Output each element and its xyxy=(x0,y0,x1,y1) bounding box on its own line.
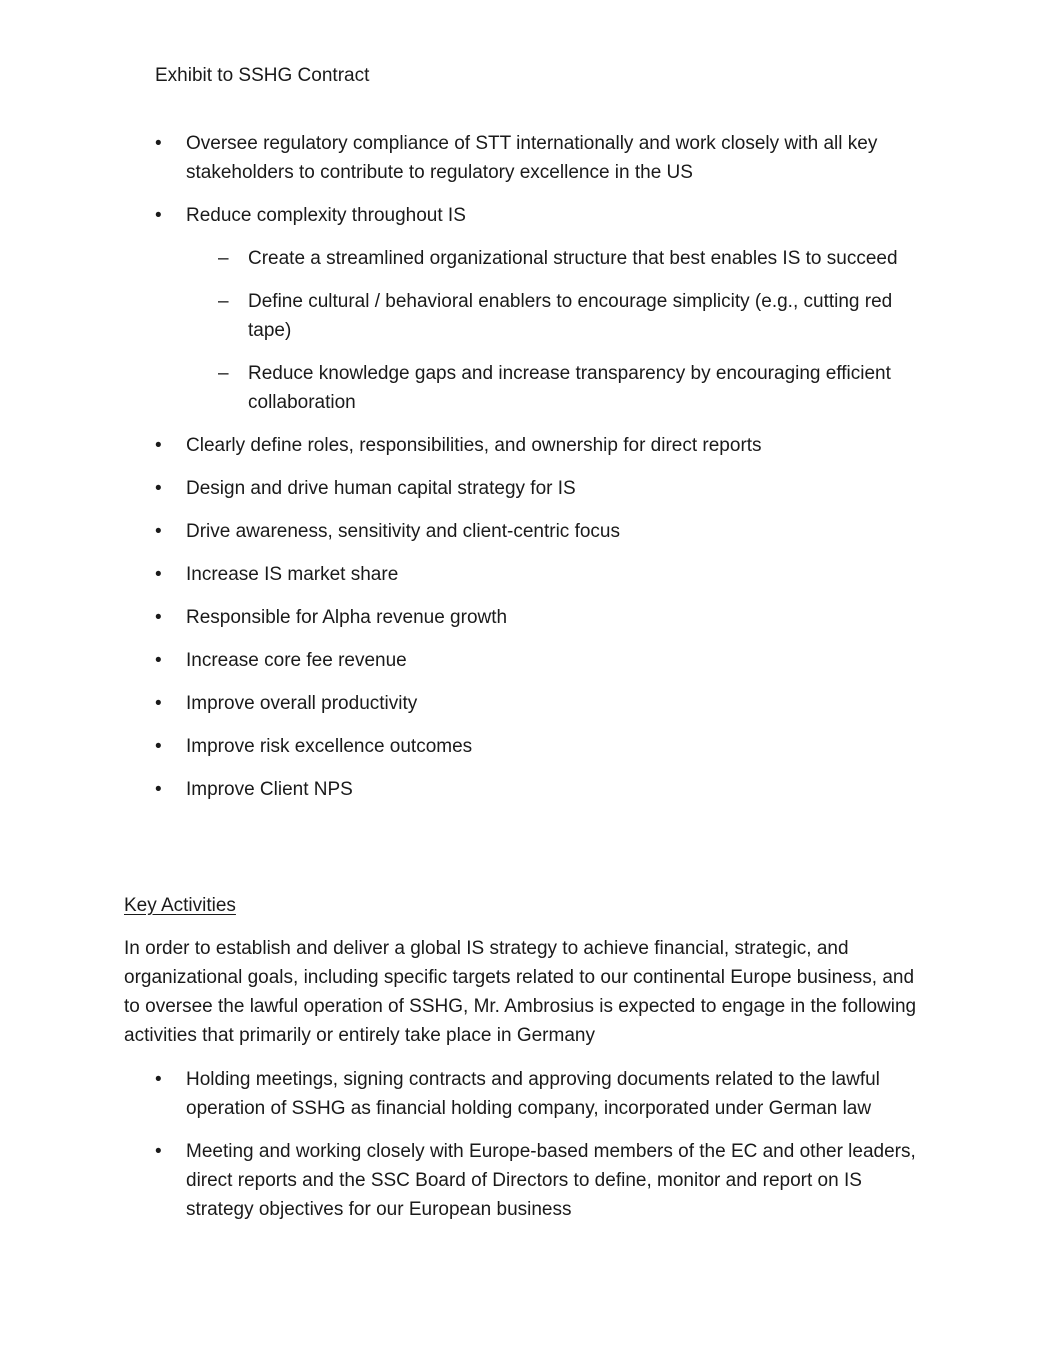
objective-text: Design and drive human capital strategy for IS xyxy=(186,478,576,499)
objective-item xyxy=(0,689,931,718)
sub-objective-item xyxy=(0,359,931,417)
objective-item xyxy=(0,603,931,632)
objective-text: Drive awareness, sensitivity and client-centric focus xyxy=(186,521,621,542)
objective-text: Improve overall productivity xyxy=(186,693,418,714)
objective-item xyxy=(0,775,931,804)
objective-text: Oversee regulatory compliance of STT internationally and work closely with all key stakeholders to contribute to regulatory excellence in the US xyxy=(186,133,878,183)
sub-objective-text: Define cultural / behavioral enablers to encourage simplicity (e.g., cutting red tape) xyxy=(248,291,893,341)
objective-item xyxy=(0,201,931,417)
bullet-icon: • xyxy=(155,607,162,628)
activity-item xyxy=(0,1065,931,1123)
objective-item xyxy=(0,517,931,546)
objectives-list xyxy=(0,129,1055,818)
activity-text: Meeting and working closely with Europe-based members of the EC and other leaders, direct reports and the SSC Board of Directors to define, monitor and report on IS strategy objectives for our European business xyxy=(186,1141,916,1220)
objective-text: Clearly define roles, responsibilities, and ownership for direct reports xyxy=(186,435,762,456)
activity-text: Holding meetings, signing contracts and approving documents related to the lawful operation of SSHG as financial holding company, incorporated under German law xyxy=(186,1069,880,1119)
bullet-icon: • xyxy=(155,1141,162,1162)
key-activities-heading: Key Activities xyxy=(124,895,236,916)
objective-text: Improve risk excellence outcomes xyxy=(186,736,473,757)
bullet-icon: • xyxy=(155,736,162,757)
objective-item xyxy=(0,129,931,187)
objective-text: Reduce complexity throughout IS xyxy=(186,205,466,226)
sub-objective-text: Reduce knowledge gaps and increase transparency by encouraging efficient collaboration xyxy=(248,363,891,413)
objective-sub-list xyxy=(186,244,931,417)
activity-item xyxy=(0,1137,931,1224)
objective-item xyxy=(0,474,931,503)
key-activities-list xyxy=(0,1065,1055,1238)
bullet-icon: • xyxy=(155,521,162,542)
sub-objective-item xyxy=(0,244,931,273)
bullet-icon: • xyxy=(155,779,162,800)
dash-icon: – xyxy=(218,363,229,384)
objective-item xyxy=(0,560,931,589)
objective-item xyxy=(0,646,931,675)
exhibit-header: Exhibit to SSHG Contract xyxy=(155,65,370,86)
objective-item xyxy=(0,431,931,460)
bullet-icon: • xyxy=(155,478,162,499)
bullet-icon: • xyxy=(155,205,162,226)
objective-text: Increase core fee revenue xyxy=(186,650,407,671)
objective-text: Improve Client NPS xyxy=(186,779,353,800)
dash-icon: – xyxy=(218,291,229,312)
bullet-icon: • xyxy=(155,133,162,154)
bullet-icon: • xyxy=(155,693,162,714)
bullet-icon: • xyxy=(155,564,162,585)
bullet-icon: • xyxy=(155,650,162,671)
sub-objective-item xyxy=(0,287,931,345)
dash-icon: – xyxy=(218,248,229,269)
objective-text: Responsible for Alpha revenue growth xyxy=(186,607,508,628)
objective-item xyxy=(0,732,931,761)
key-activities-intro: In order to establish and deliver a global IS strategy to achieve financial, strategic, and organizational goals, including specific targets related to our continental Europe business, and to oversee the lawful operation of SSHG, Mr. Ambrosius is expected to engage in the following activities that primarily or entirely take place in Germany xyxy=(124,938,917,1046)
sub-objective-text: Create a streamlined organizational structure that best enables IS to succeed xyxy=(248,248,898,269)
bullet-icon: • xyxy=(155,1069,162,1090)
objective-text: Increase IS market share xyxy=(186,564,399,585)
bullet-icon: • xyxy=(155,435,162,456)
